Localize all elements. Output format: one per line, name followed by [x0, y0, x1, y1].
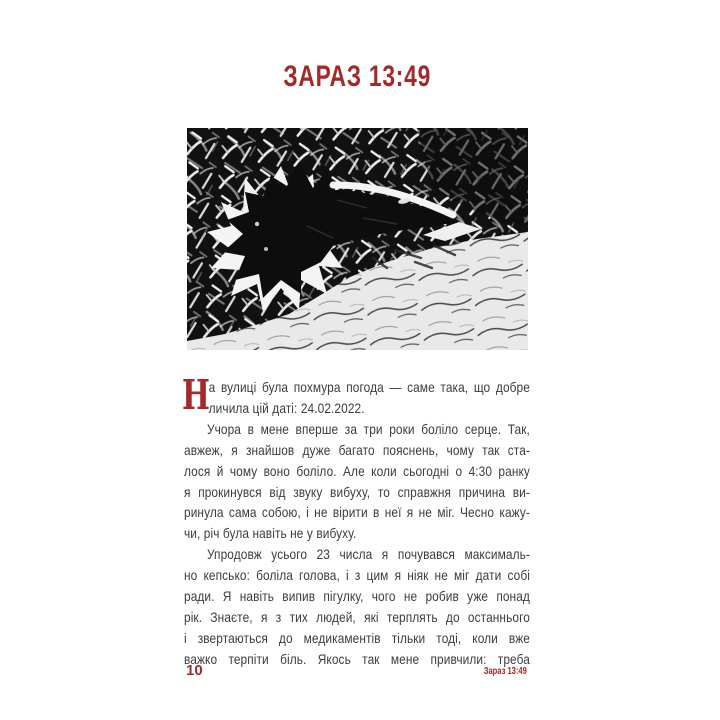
tail-speck [255, 222, 259, 226]
dropcap-letter: Н [182, 371, 210, 419]
chapter-illustration [187, 128, 528, 350]
text-line: Упродовж усього 23 числа я почувався максималь- [206, 546, 530, 563]
text-line: ради. Я навіть випив пігулку, чого не робив уже понад [184, 588, 530, 605]
text-line: лося й чому воно боліло. Але коли сьогодні о 4:30 ранку [184, 462, 530, 479]
paragraph [184, 544, 530, 669]
text-line: і звертаються до медикаментів тільки тоді, коли вже [184, 629, 530, 646]
body-text [182, 371, 530, 670]
text-line: рік. Знаєте, я з тих людей, які терплять до останнього [184, 608, 530, 625]
text-line: личила цій даті: 24.02.2022. [208, 399, 365, 416]
text-line: я прокинувся від звуку вибуху, то справжня причина ви- [184, 483, 530, 500]
chapter-title-text: ЗАРАЗ 13:49 [283, 60, 431, 93]
text-line: авжеж, я знайшов дуже багато пояснень, чому так ста- [184, 441, 530, 458]
page-number: 10 [186, 662, 203, 679]
running-title-text: Зараз 13:49 [483, 665, 527, 677]
chapter-title [184, 62, 530, 92]
text-line: важко терпіти біль. Якось так мене привчили: треба [184, 650, 530, 667]
tail-speck [264, 247, 268, 251]
illustration-svg [187, 128, 528, 350]
running-title [467, 666, 527, 677]
text-line: а вулиці була похмура погода — саме така, що добре [208, 379, 530, 395]
text-line: чи, річ була навіть не у вибуху. [184, 525, 357, 542]
paragraph [182, 371, 530, 419]
text-line: ринула сама собою, і не вірити в неї я не міг. Чесно кажу- [184, 504, 530, 521]
text-line: но кепсько: боліла голова, і з цим я ніяк не міг дати собі [184, 567, 530, 584]
text-line: Учора в мене вперше за три роки боліло серце. Так, [206, 420, 530, 437]
paragraph [184, 419, 530, 544]
